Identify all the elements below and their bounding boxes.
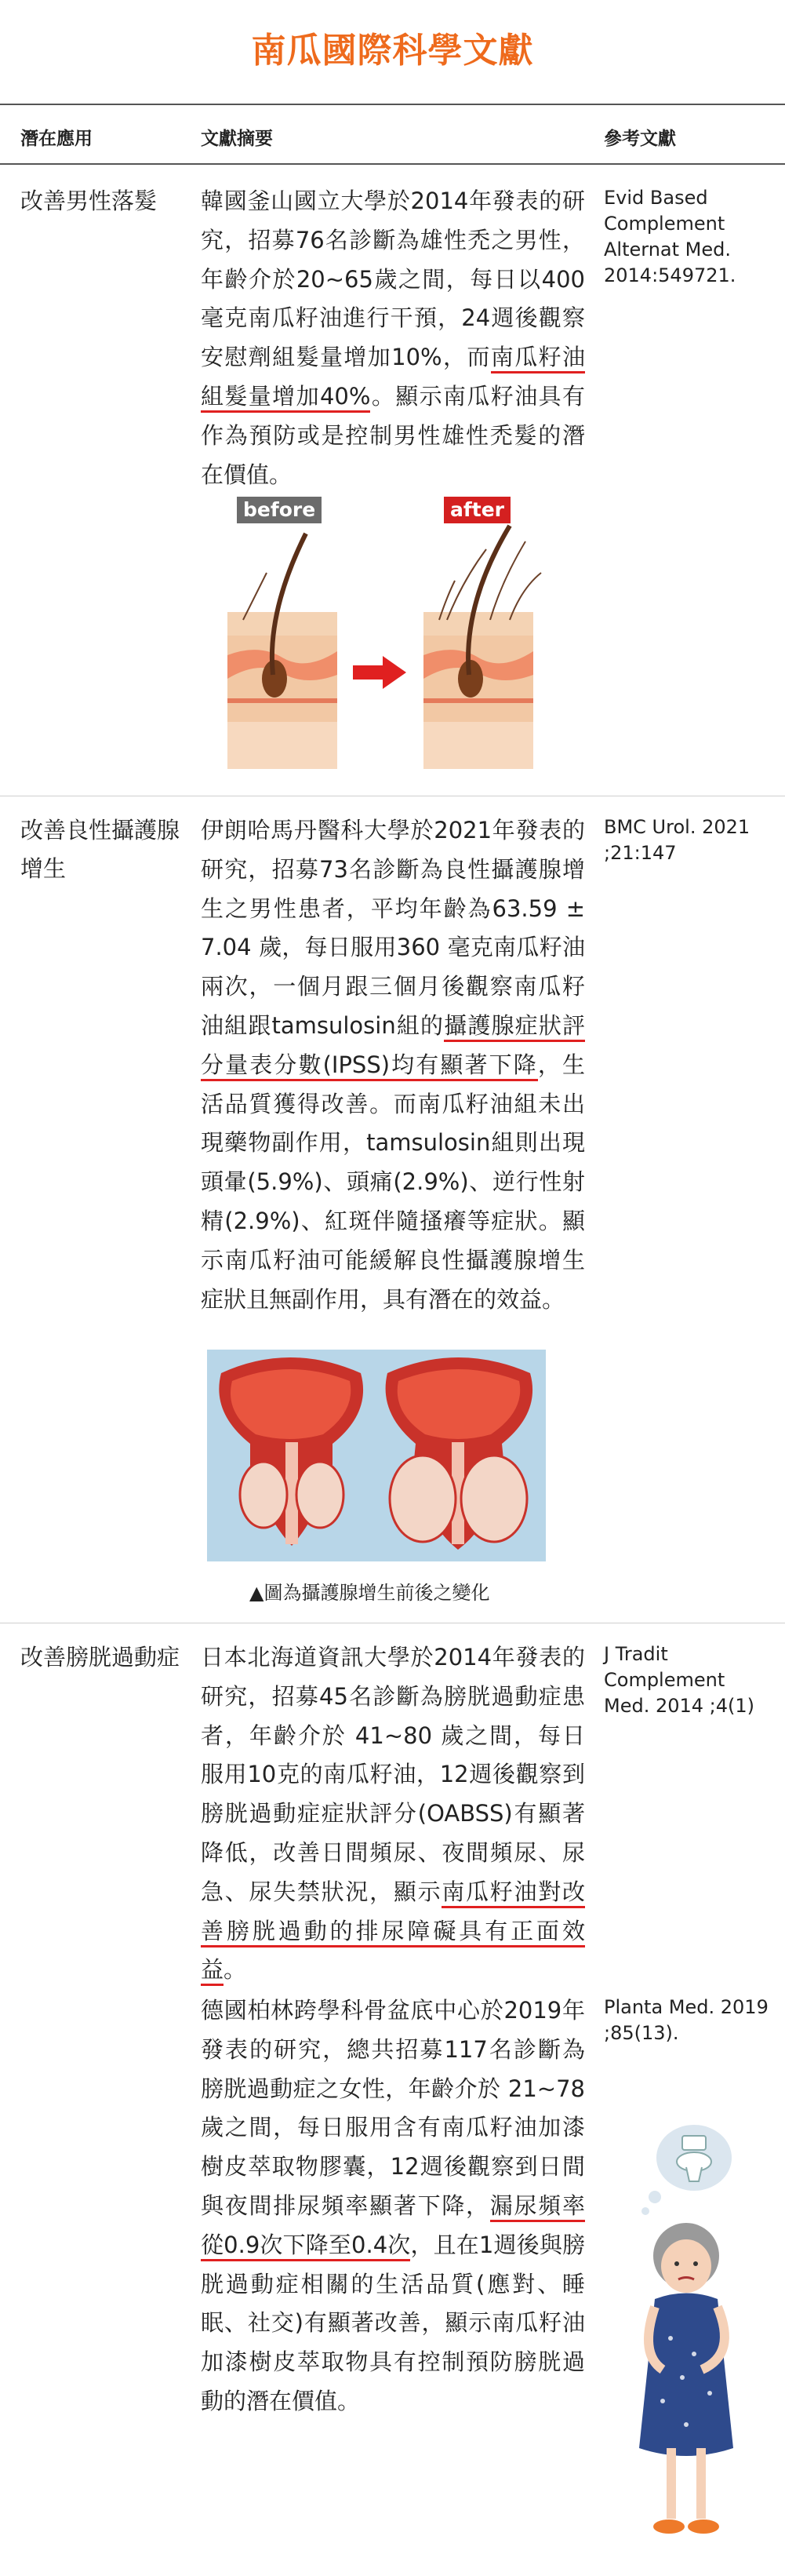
row-4-abstract-tail: ，且在1週後與膀胱過動症相關的生活品質(應對、睡眠、社交)有顯著改善，顯示南瓜籽油加漆樹皮萃取物具有控制預防膀胱過動的潛在價值。 [201,2231,585,2414]
after-tag: after [444,497,511,523]
row-1-abstract [201,182,585,494]
row-1-abstract-text: 韓國釜山國立大學於2014年發表的研究，招募76名診斷為雄性禿之男性，年齡介於20~65歲之間，每日以400毫克南瓜籽油進行干預，24週後觀察安慰劑組髮量增加10%，而 [201,188,585,371]
row-1-abstract-highlight: 南瓜籽油組髮量增加40% [201,344,585,413]
row-3-abstract-highlight: 南瓜籽油對改善膀胱過動的排尿障礙具有正面效益 [201,1878,585,1987]
row-3-abstract-text: 日本北海道資訊大學於2014年發表的研究，招募45名診斷為膀胱過動症患者，年齡介於 41~80 歲之間，每日服用10克的南瓜籽油，12週後觀察到膀胱過動症症狀評分(OABSS)有顯著降低，改善日間頻尿、夜間頻尿、尿急、尿失禁狀況，顯示 [201,1644,585,1905]
toilet-thought-icon [641,2125,732,2215]
woman-figure-icon [639,2223,733,2534]
row-4-abstract-text: 德國柏林跨學科骨盆底中心於2019年發表的研究，總共招募117名診斷為膀胱過動症之女性，年齡介於 21~78歲之間，每日服用含有南瓜籽油加漆樹皮萃取物膠囊，12週後觀察到日間與夜間排尿頻率顯著下降， [201,1997,585,2219]
header-top-rule [0,104,785,105]
prostate-caption: ▲圖為攝護腺增生前後之變化 [249,1582,490,1604]
row-2-application: 改善良性攝護腺增生 [20,817,180,882]
prostate-illustration [207,1350,546,1561]
hair-after-icon [423,526,541,769]
row-3-abstract-tail: 。 [224,1956,247,1984]
hair-before-icon [227,534,337,769]
row-1-abstract-tail: 。顯示南瓜籽油具有作為預防或是控制男性雄性禿髮的潛在價值。 [201,382,585,488]
row-2-reference: BMC Urol. 2021 ;21:147 [604,816,750,864]
header-abstract: 文獻摘要 [201,129,273,149]
elderly-woman-illustration [608,2119,772,2558]
header-application: 潛在應用 [20,129,93,149]
hair-before-after-illustration [212,518,557,777]
row-3-application: 改善膀胱過動症 [20,1644,180,1671]
row-4-reference: Planta Med. 2019 ;85(13). [604,1996,769,2044]
row-1-application: 改善男性落髮 [20,188,158,214]
row-4-abstract-highlight: 漏尿頻率從0.9次下降至0.4次 [201,2192,585,2261]
header-reference: 參考文獻 [604,129,676,149]
page-title: 南瓜國際科學文獻 [251,31,534,71]
row-3-abstract [201,1638,585,1990]
row-2-abstract [201,811,585,1319]
header-bottom-rule [0,163,785,165]
row-2-abstract-tail: ，生活品質獲得改善。而南瓜籽油組未出現藥物副作用，tamsulosin組則出現頭暈(5.9%)、頭痛(2.9%)、逆行性射精(2.9%)、紅斑伴隨搔癢等症狀。顯示南瓜籽油可能緩解良性攝護腺增生症狀且無副作用，具有潛在的效益。 [201,1051,585,1313]
row-1-reference: Evid Based Complement Alternat Med. 2014:549721. [604,187,736,286]
arrow-icon [353,656,406,689]
row-2-abstract-text: 伊朗哈馬丹醫科大學於2021年發表的研究，招募73名診斷為良性攝護腺增生之男性患者，平均年齡為63.59 ± 7.04 歲，每日服用360 毫克南瓜籽油兩次，一個月跟三個月後觀察南瓜籽油組跟tamsulosin組的 [201,817,585,1039]
row-3-reference: J Tradit Complement Med. 2014 ;4(1) [604,1643,755,1717]
before-tag: before [237,497,322,523]
row-2-abstract-highlight: 攝護腺症狀評分量表分數(IPSS)均有顯著下降 [201,1012,585,1081]
row-4-abstract [201,1991,585,2421]
